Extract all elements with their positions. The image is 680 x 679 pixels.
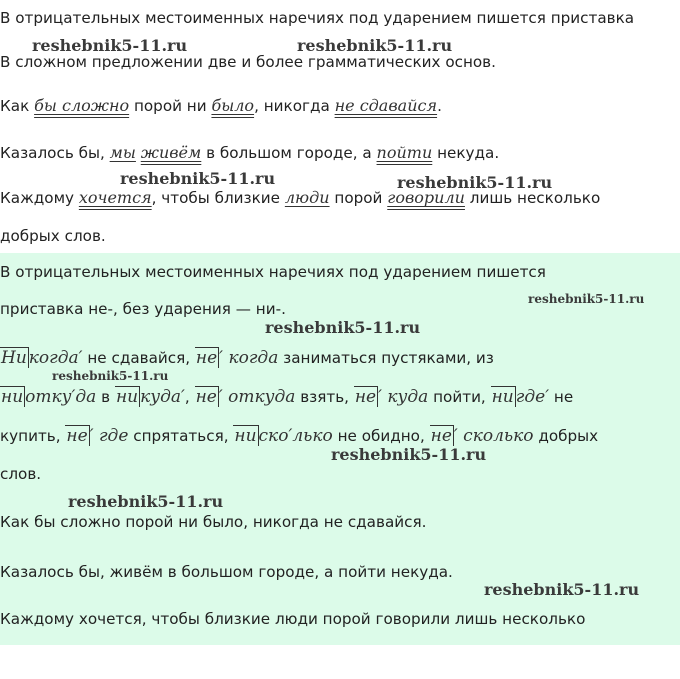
text: некуда.	[432, 144, 500, 162]
prefix: Ни	[1, 348, 27, 368]
morph-line-4: слов.	[0, 465, 42, 483]
predicate: не сдавайся	[334, 96, 438, 115]
root: где	[98, 426, 129, 446]
prefix: ни	[234, 426, 257, 446]
prefix: не	[66, 426, 88, 446]
text: купить,	[0, 427, 66, 445]
clean-sentence-2: Казалось бы, живём в большом городе, а пойти некуда.	[0, 563, 453, 581]
root: когда	[228, 348, 279, 368]
text: взять,	[295, 388, 354, 406]
sentence-1	[0, 96, 442, 116]
root: где	[515, 387, 546, 407]
sentence-2	[0, 143, 499, 163]
rule-2: приставка не-, без ударения — ни-.	[0, 300, 286, 318]
root: откуда	[228, 387, 296, 407]
note-line: В сложном предложении две и более грамматических основ.	[0, 53, 496, 71]
prefix: не	[195, 348, 218, 368]
watermark: reshebnik5-11.ru	[68, 492, 224, 511]
suffix: лько	[292, 426, 333, 446]
text: спрятаться,	[128, 427, 234, 445]
prefix: не	[354, 387, 377, 407]
watermark: reshebnik5-11.ru	[297, 36, 453, 55]
watermark: reshebnik5-11.ru	[397, 173, 553, 192]
root: отку	[25, 387, 72, 407]
root: куда	[140, 387, 182, 407]
rule-line: В отрицательных местоименных наречиях под ударением пишется приставка	[0, 9, 635, 27]
morph-line-1: Ни когда′ не сдавайся, не ′ когда заниматься пустяками, из	[1, 348, 494, 368]
watermark: reshebnik5-11.ru	[331, 445, 487, 464]
clean-sentence-1: Как бы сложно порой ни было, никогда не сдавайся.	[0, 513, 427, 531]
text: .	[437, 97, 442, 115]
suffix: да	[75, 387, 97, 407]
prefix: не	[195, 387, 217, 407]
predicate: было	[211, 96, 255, 115]
prefix: ни	[115, 387, 139, 407]
watermark: reshebnik5-11.ru	[484, 580, 640, 599]
watermark: reshebnik5-11.ru	[120, 169, 276, 188]
watermark: reshebnik5-11.ru	[528, 292, 645, 306]
clean-sentence-3: Каждому хочется, чтобы близкие люди порой говорили лишь несколько	[0, 610, 586, 628]
text: в большом городе, а	[201, 144, 377, 162]
subject: мы	[109, 143, 136, 162]
text: Как	[0, 97, 35, 115]
prefix: ни	[1, 387, 24, 407]
sentence-3	[0, 188, 600, 208]
sentence-3-end: добрых слов.	[0, 227, 106, 245]
morph-line-3: купить, не ′ где спрятаться, ни ско′лько не обидно, не ′ сколько добрых	[0, 426, 599, 446]
text: Каждому	[0, 189, 79, 207]
text: Казалось бы,	[0, 144, 110, 162]
text: порой ни	[129, 97, 212, 115]
watermark: reshebnik5-11.ru	[52, 369, 169, 383]
text: заниматься пустяками, из	[278, 349, 494, 367]
text: добрых	[533, 427, 599, 445]
text: не обидно,	[332, 427, 430, 445]
subject: люди	[284, 188, 330, 207]
predicate: говорили	[387, 188, 465, 207]
text: ,	[184, 388, 195, 406]
root: куда	[387, 387, 429, 407]
watermark: reshebnik5-11.ru	[265, 318, 421, 337]
root: когда	[28, 348, 79, 368]
predicate: хочется	[78, 188, 152, 207]
text: , чтобы близкие	[151, 189, 285, 207]
root: сколько	[463, 426, 534, 446]
predicate: пойти	[376, 143, 433, 162]
text: не сдавайся,	[82, 349, 195, 367]
text: , никогда	[254, 97, 335, 115]
text: лишь несколько	[464, 189, 601, 207]
text: не	[549, 388, 574, 406]
prefix: ни	[491, 387, 514, 407]
watermark: reshebnik5-11.ru	[32, 36, 188, 55]
prefix: не	[430, 426, 452, 446]
text: в	[96, 388, 115, 406]
morph-line-2: ни отку′да в ни куда′, не ′ откуда взять, не ′ куда пойти, ни где′ не	[1, 387, 574, 407]
rule-1: В отрицательных местоименных наречиях под ударением пишется	[0, 263, 546, 281]
text: порой	[329, 189, 388, 207]
text: пойти,	[428, 388, 491, 406]
root: ско	[258, 426, 289, 446]
predicate: живём	[140, 143, 202, 162]
predicate: бы сложно	[34, 96, 130, 115]
